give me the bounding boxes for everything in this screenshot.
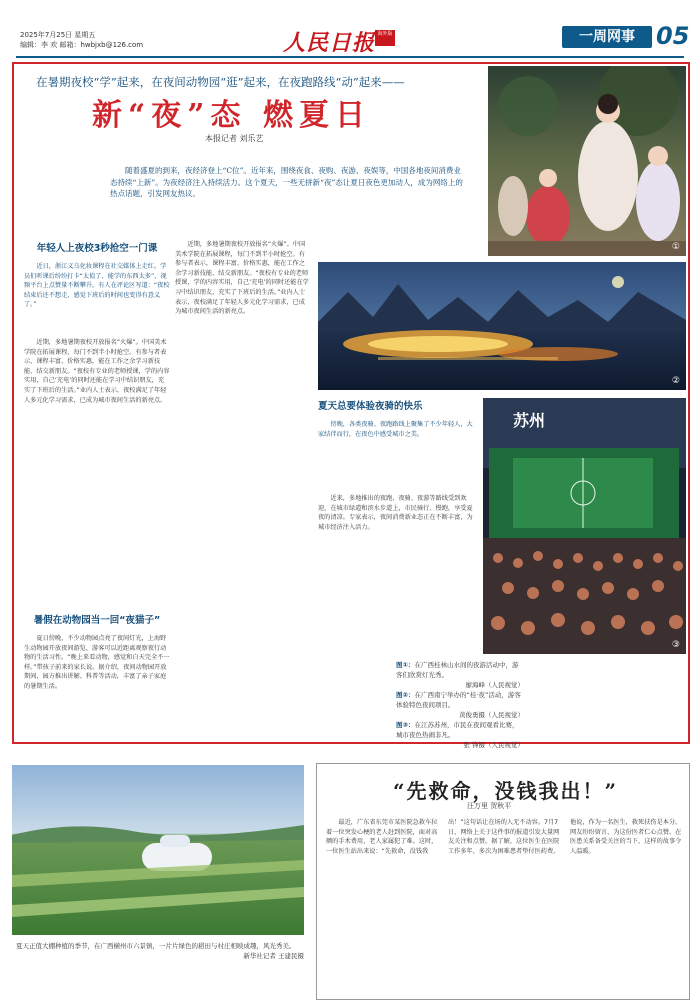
section-2-heading: 暑假在动物园当一回“夜猫子” (33, 615, 161, 626)
editor-credit: 编辑：李 欢 邮箱：hwbjxb@126.com (20, 41, 144, 49)
photo-number-badge: ③ (671, 640, 680, 650)
photo-rural-landscape (12, 765, 304, 935)
section-3-body: 近来，多地推出的夜跑、夜骑、夜游等路线受到欢迎，在城市绿道和滨水步道上，市民骑行、慢跑，享受夏夜的清凉。专家表示，夜间消费新业态正在不断丰富，为城市经济注入活力。 (318, 495, 473, 531)
photo-rural-landscape-image (12, 765, 304, 935)
photo-number-badge: ① (671, 242, 680, 252)
masthead (283, 26, 393, 54)
photo-stadium-night-image (483, 398, 686, 654)
photo-night-dancers (488, 66, 686, 256)
stadium-sign-text: 苏州 (513, 411, 546, 430)
section-1-body: 近期，多地暑期夜校开放报名“火爆”。中国美术学院在拓展课程，每门不到半小时抢空。有参与者表示，课程丰富、价格实惠，能在工作之余学习新技能、结交新朋友。“夜校有专业的老师授课，学的内容实用，自己‘充电’的同时还能在学习中结识朋友，充实了下班后的生活。”业内人士表示，夜校满足了年轻人多元化学习需求，已成为城市夜间生活的新亮点。 (24, 339, 170, 404)
section-1-continued: 近期，多地暑期夜校开放报名“火爆”。中国美术学院在拓展课程，每门不到半小时抢空。有参与者表示，课程丰富、价格实惠，能在工作之余学习新技能、结交新朋友。“夜校有专业的老师授课，学的内容实用，自己‘充电’的同时还能在学习中结识朋友，充实了下班后的生活。”业内人士表示，夜校满足了年轻人多元化学习需求，已成为城市夜间生活的新亮点。 (175, 241, 309, 316)
caption-2-credit: 黄俊勇摄（人民视觉） (459, 711, 524, 719)
bottom-photo-caption: 夏天正值大棚种植的季节，在广西横州市六景镇，一片片绿色的稻田与村庄相映成趣，风光秀美。 新华社记者 王建民摄 (16, 942, 304, 960)
photo-stadium-night (483, 398, 686, 654)
caption-3-credit: 张 锋摄（人民视觉） (463, 741, 524, 749)
bottom-photo-credit: 新华社记者 王建民摄 (243, 952, 304, 960)
feature-byline: 汪万里 贺秋平 (467, 802, 512, 810)
section-3-intro: 傍晚，各类夜骑、夜跑路线上聚集了不少年轻人，大家结伴而行，在夜色中感受城市之美。 (318, 421, 473, 438)
photo-number-badge: ② (671, 376, 680, 386)
article-lead: 随着盛夏的到来，夜经济登上“C位”。近年来，围绕夜食、夜购、夜游、夜娱等，中国各地夜间消费业态持续“上新”。为夜经济注入持续活力。这个夏天，一些无拼新“夜”态让夏日夜色更加动人，成为网络上的热点话题，引发网友热议。 (110, 166, 463, 198)
section-2 (24, 612, 170, 744)
section-3-heading: 夏天总要体验夜骑的快乐 (318, 401, 423, 412)
feature-title: “先救命，没钱我出！” (393, 779, 619, 803)
section-1 (24, 240, 170, 598)
section-1-heading: 年轻人上夜校3秒抢空一门课 (36, 243, 158, 254)
issue-date: 2025年7月25日 星期五 (20, 31, 96, 39)
article-byline: 本报记者 刘乐艺 (205, 134, 264, 143)
photo-night-lake-image (318, 262, 686, 390)
photo-night-dancers-image (488, 66, 686, 256)
caption-1: 图①：在广西桂林山水间的夜游活动中，游客们欣赏灯光秀。 (396, 661, 519, 679)
photo-night-lake (318, 262, 686, 390)
header-rule (16, 56, 684, 58)
article-headline: 新“夜”态 燃夏日 (92, 98, 371, 133)
article-kicker: 在暑期夜校“学”起来，在夜间动物园“逛”起来，在夜跑路线“动”起来—— (36, 75, 405, 89)
caption-2: 图②：在广西南宁举办的“桂·夜”活动，游客体验特色夜间项目。 (396, 691, 521, 709)
caption-1-credit: 廖海峰（人民视觉） (465, 681, 524, 689)
masthead-badge: 海外版 (375, 30, 395, 46)
section-label: 一周网事 (562, 26, 652, 48)
caption-3: 图③：在江苏苏州，市民在夜间观看比赛，城市夜色热闹非凡。 (396, 721, 519, 739)
section-2-body: 夏日傍晚，不少动物园点亮了夜间灯光，上海野生动物园开放夜间游览，游客可以近距离观察夜行动物的生活习性。“晚上来看动物，感觉和白天完全不一样。”带孩子前来的家长说。据介绍，夜间动物园开放期间，园方推出讲解、科普等活动，丰富了亲子家庭的暑期生活。 (24, 635, 170, 690)
section-1-intro: 近日，浙江义乌化妆课程在社交媒体上走红。学员们听课后纷纷打卡“太值了，能学的东西太多”，视频平台上点赞量不断攀升。有人在评论区写道：“夜校结束后还不想走，感觉下班后的时间也变得有意义了。” (24, 263, 170, 309)
column-2-text (175, 240, 310, 730)
photo-captions (396, 660, 524, 750)
page-number: 05 (656, 22, 690, 50)
header-meta (20, 30, 143, 50)
masthead-title: 人民日报 (283, 30, 376, 56)
feature-body: 最近，广东省东莞市某医院急救车拉着一位突发心梗的老人赶到医院，面对高额的手术费用，老人家属犯了难。这时，一位医生站出来说：“先救命，没钱我出！”这句话让在场的人无不动容。7月7日，网络上关于这件事的报道引发大量网友关注和点赞。据了解，这位医生在医院工作多年，多次为困难患者垫付医药费。他说，作为一名医生，救死扶伤是本分。网友纷纷留言，为这份医者仁心点赞。在医患关系备受关注的当下，这样的故事令人温暖。 (326, 819, 682, 855)
